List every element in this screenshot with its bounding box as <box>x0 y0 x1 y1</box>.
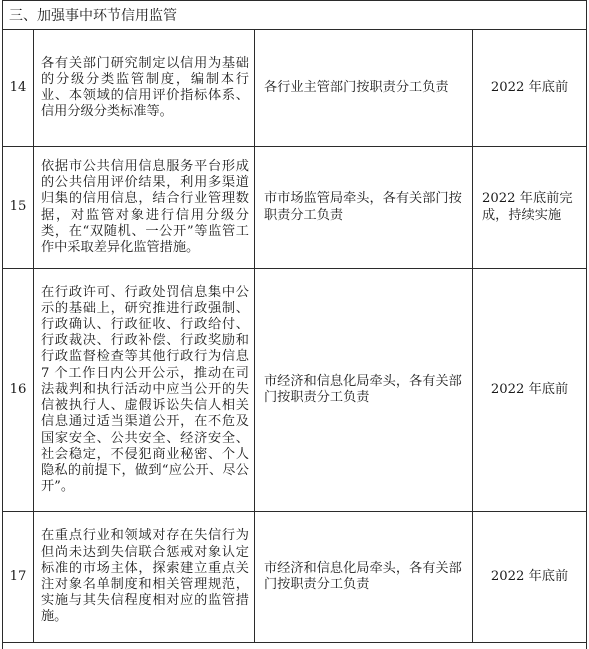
row-number: 17 <box>3 512 34 643</box>
table-row <box>3 269 587 512</box>
section-title: 三、加强事中环节信用监管 <box>3 1 587 30</box>
row-number: 14 <box>3 30 34 147</box>
task-content: 在行政许可、行政处罚信息集中公示的基础上，研究推进行政强制、行政确认、行政征收、行政给付、行政裁决、行政补偿、行政奖励和行政监督检查等其他行政行为信息 7 个工作日内公开公示，推动在司法裁判和执行活动中应当公开的失信被执行人、虚假诉讼失信人相关信息通过适当渠道公开，在不危及国家安全、公共安全、经济安全、社会稳定，不侵犯商业秘密、个人隐私的前提下，做到“应公开、尽公开”。 <box>34 269 255 512</box>
responsible-unit: 各行业主管部门按职责分工负责 <box>255 30 473 147</box>
task-content: 依据市公共信用信息服务平台形成的公共信用评价结果，利用多渠道归集的信用信息，结合行业管理数据，对监管对象进行信用分级分类，在“双随机、一公开”等监管工作中采取差异化监管措施。 <box>34 147 255 269</box>
deadline: 2022 年底前 <box>473 512 587 643</box>
deadline: 2022 年底前完成，持续实施 <box>473 147 587 269</box>
table-continuation-edge <box>3 643 587 649</box>
table-row <box>3 512 587 643</box>
responsible-unit: 市市场监管局牵头，各有关部门按职责分工负责 <box>255 147 473 269</box>
task-content: 各有关部门研究制定以信用为基础的分级分类监管制度，编制本行业、本领域的信用评价指标体系、信用分级分类标准等。 <box>34 30 255 147</box>
row-number: 15 <box>3 147 34 269</box>
section-header-row <box>3 1 587 30</box>
credit-supervision-table <box>2 0 587 649</box>
responsible-unit: 市经济和信息化局牵头，各有关部门按职责分工负责 <box>255 512 473 643</box>
table-row <box>3 147 587 269</box>
responsible-unit: 市经济和信息化局牵头，各有关部门按职责分工负责 <box>255 269 473 512</box>
row-number: 16 <box>3 269 34 512</box>
table-row <box>3 30 587 147</box>
deadline: 2022 年底前 <box>473 30 587 147</box>
table-continuation-row <box>3 643 587 649</box>
task-content: 在重点行业和领域对存在失信行为但尚未达到失信联合惩戒对象认定标准的市场主体，探索建立重点关注对象名单制度和相关管理规范，实施与其失信程度相对应的监管措施。 <box>34 512 255 643</box>
deadline: 2022 年底前 <box>473 269 587 512</box>
